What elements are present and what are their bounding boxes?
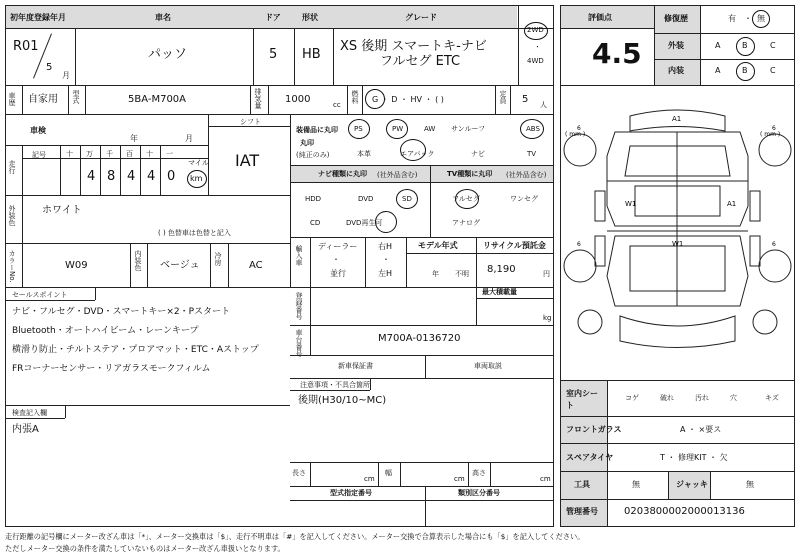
footer-line2: ただしメーター交換の条件を満たしていないものはメーター改ざん車扱いとなります。 [5, 544, 285, 553]
mark-label: 記号 [32, 151, 46, 159]
dvd-play-circle [375, 211, 397, 233]
jack-value: 無 [746, 480, 754, 489]
equip-item: エアバック [400, 150, 435, 158]
recycle-value: 8,190 [487, 264, 516, 275]
navi-dvd: DVD [358, 195, 374, 203]
width-unit: cm [454, 475, 465, 483]
fuel-label: 燃料 [351, 90, 359, 104]
int-a: A [715, 66, 721, 75]
door-count: 5 [269, 47, 278, 62]
reg-month-unit: 月 [62, 71, 70, 80]
w1-center-mark: W1 [672, 240, 684, 248]
mgmt-value: 0203800002000013136 [624, 506, 745, 517]
model-year-unit: 年 [432, 270, 439, 278]
import-dealer: ディーラー [318, 242, 358, 251]
navi-cd: CD [310, 219, 321, 227]
grade-label: グレード [405, 13, 437, 22]
reg-no-label: 登録番号 [295, 292, 303, 320]
interior-label: 内装 [668, 66, 684, 75]
sales-line: Bluetooth・オートハイビーム・レーンキープ [12, 326, 199, 336]
digit-place-label: 十 [66, 150, 73, 158]
import-label: 輸入車 [295, 245, 303, 266]
sales-line: 横滑り防止・チルトステア・プロアマット・ETC・Aストップ [12, 345, 259, 355]
inspection-month: 月 [185, 134, 193, 143]
navi-hdd: HDD [305, 195, 322, 203]
manual-label: 車両取説 [474, 362, 502, 370]
tire-br-mark: 6 [772, 241, 776, 248]
glass-label: フロントガラス [566, 425, 622, 434]
repair-label: 修復歴 [664, 14, 688, 23]
car-name-label: 車名 [155, 13, 171, 22]
tick-left-mark: ( mm ) [565, 131, 586, 138]
grade-line1: XS 後期 スマートキ-ナビ [340, 39, 487, 54]
score-value: 4.5 [592, 37, 642, 70]
disp-value: 1000 [285, 94, 311, 105]
mileage-digit: 4 [87, 169, 96, 184]
car-name: パッソ [148, 47, 188, 62]
capacity-label: 定員 [499, 90, 507, 104]
body-shape: HB [302, 47, 321, 62]
int-c: C [770, 66, 776, 75]
year-label: 初年度登録年月 [10, 13, 66, 22]
disp-unit: cc [333, 101, 341, 109]
length-unit: cm [364, 475, 375, 483]
equip-item: PS [354, 125, 363, 133]
ext-a: A [715, 41, 721, 50]
tv-fullseg: フルセグ [452, 195, 480, 203]
import-right: 右H [378, 242, 393, 251]
shift-value: IAT [235, 151, 260, 170]
model-year-unknown: 不明 [455, 270, 469, 278]
drive-4wd: 4WD [527, 57, 544, 65]
ac-value: AC [249, 260, 263, 271]
warranty-label: 新車保証書 [338, 362, 373, 370]
seat-label: 室内シート [566, 389, 598, 410]
type-spec-label: 型式指定番号 [330, 489, 372, 497]
height-unit: cm [540, 475, 551, 483]
repair-dot: ・ [744, 14, 752, 23]
drive-dot: ・ [534, 43, 541, 51]
tire-tl-mark: 6 [577, 125, 581, 132]
model-label: 型式 [72, 90, 80, 104]
sales-line: ナビ・フルセグ・DVD・スマートキー×2・Pスタート [12, 307, 231, 317]
door-label: ドア [265, 13, 281, 22]
sales-line: FRコーナーセンサー・リアガラスモークフィルム [12, 364, 211, 374]
inspect-value: 内張A [12, 424, 39, 435]
w1-left-mark: W1 [625, 200, 637, 208]
km-label: km [190, 174, 203, 183]
tool-value: 無 [632, 480, 640, 489]
mileage-digit: 0 [167, 169, 176, 184]
history-label: 車歴 [8, 92, 16, 106]
mgmt-label: 管理番号 [566, 507, 598, 516]
airbag-circle [400, 139, 426, 161]
tv-analog: アナログ [452, 219, 480, 227]
tire-tr-mark: 6 [772, 125, 776, 132]
mileage-label: 走行 [8, 160, 16, 174]
ps-circle [348, 119, 370, 139]
digit-place-label: 万 [86, 150, 93, 158]
equip-label: 装備品に丸印 [296, 126, 338, 134]
import-parallel: 並行 [330, 269, 346, 278]
equip-maru: 丸印 [300, 139, 314, 147]
inspection-label: 車検 [30, 126, 46, 135]
equip-item: PW [392, 125, 404, 133]
mileage-digit: 4 [127, 169, 136, 184]
tire-bl-mark: 6 [577, 241, 581, 248]
abs-circle [520, 119, 544, 139]
sd-circle [396, 189, 418, 209]
tool-label: 工具 [574, 480, 590, 489]
import-left: 左H [378, 269, 393, 278]
score-label: 評価点 [588, 13, 612, 22]
exterior-label: 外装 [668, 41, 684, 50]
tv-oneseg: ワンセグ [510, 195, 538, 203]
equip-item: ナビ [471, 150, 485, 158]
inspect-label: 検査記入欄 [12, 409, 47, 417]
footer-line1: 走行距離の記号欄にメーター改ざん車は「*」、メーター交換車は「$」、走行不明車は「#」を記入してください。メーター交換で合算表示した場合にも「$」を記入してください。 [5, 532, 585, 541]
digit-place-label: 十 [146, 150, 153, 158]
equip-item: サンルーフ [451, 125, 486, 133]
int-color-label: 内装色 [134, 250, 142, 271]
chassis-label: 車台番号 [295, 329, 303, 357]
equip-item: TV [527, 150, 537, 158]
import-dot: ・ [332, 255, 340, 264]
tv-sub: (社外品含む) [506, 171, 547, 179]
shape-label: 形状 [302, 13, 318, 22]
color-no-label: カラーNo. [8, 250, 16, 283]
spare-opts: T ・ 修理KIT ・ 欠 [660, 453, 728, 462]
seat-opt: コゲ [625, 394, 639, 402]
reg-year: R01 [13, 39, 39, 54]
sales-label: セールスポイント [12, 291, 68, 299]
equip-item: ABS [526, 125, 540, 133]
recycle-unit: 円 [543, 270, 550, 278]
ext-color-value: ホワイト [42, 205, 82, 216]
ext-b: B [742, 41, 748, 50]
mileage-digit: 8 [107, 169, 116, 184]
car-damage-diagram [560, 86, 795, 380]
navi-sd: SD [402, 195, 412, 203]
mile-label: マイル [188, 159, 209, 167]
color-no-value: W09 [65, 260, 88, 271]
navi-sub: (社外品含む) [377, 171, 418, 179]
chassis-value: M700A-0136720 [378, 333, 461, 344]
equip-item: AW [424, 125, 436, 133]
int-b: B [742, 66, 748, 75]
seat-opt: 破れ [660, 394, 674, 402]
jack-label: ジャッキ [676, 480, 708, 489]
model-year-label: モデル年式 [418, 241, 458, 250]
navi-label: ナビ種類に丸印 [318, 170, 367, 178]
repair-yes: 有 [728, 14, 736, 23]
length-label: 長さ [292, 469, 306, 477]
reg-month: 5 [46, 62, 53, 73]
a1-right-mark: A1 [727, 200, 737, 208]
ext-c: C [770, 41, 776, 50]
seat-opt: キズ [765, 394, 779, 402]
equip-item: 本革 [357, 150, 371, 158]
repair-no: 無 [757, 14, 765, 23]
tick-right-mark: ( mm ) [760, 131, 781, 138]
maxload-label: 最大積載量 [482, 288, 517, 296]
width-label: 幅 [385, 469, 392, 477]
ext-color-label: 外装色 [8, 205, 16, 226]
tv-label: TV種類に丸印 [447, 170, 493, 178]
ac-label: 冷房 [214, 252, 222, 266]
navi-dvd-play: DVD再生可 [346, 219, 383, 227]
notes-label: 注意事項・不具合箇所 [300, 381, 370, 389]
notes-value: 後期(H30/10~MC) [298, 395, 387, 406]
fullseg-circle [455, 189, 479, 209]
color-note: ( ) 色替車は色替と記入 [158, 229, 231, 237]
mileage-digit: 4 [147, 169, 156, 184]
disp-label: 排気量 [254, 88, 262, 109]
glass-opts: A ・ ×要ス [680, 425, 722, 434]
pw-circle [386, 119, 408, 139]
capacity-value: 5 [522, 94, 529, 105]
digit-place-label: 千 [106, 150, 113, 158]
int-color-value: ベージュ [160, 260, 200, 271]
equip-sub: (純正のみ) [296, 151, 330, 159]
inspection-year: 年 [130, 134, 138, 143]
class-label: 類別区分番号 [458, 489, 500, 497]
height-label: 高さ [472, 469, 486, 477]
maxload-unit: kg [543, 314, 552, 322]
seat-opt: 穴 [730, 394, 737, 402]
recycle-label: リサイクル預託金 [483, 241, 546, 250]
grade-line2: フルセグ ETC [380, 54, 461, 69]
seat-opt: 汚れ [695, 394, 709, 402]
drive-2wd: 2WD [527, 26, 544, 34]
use-type: 自家用 [28, 94, 58, 105]
model-value: 5BA-M700A [128, 94, 187, 105]
a1-top-mark: A1 [672, 115, 682, 123]
digit-place-label: 百 [126, 150, 133, 158]
capacity-unit: 人 [540, 101, 547, 109]
fuel-options: G ・ D ・ HV ・ ( ) [372, 95, 444, 104]
import-dot2: ・ [382, 255, 390, 264]
shift-label: シフト [240, 118, 261, 126]
spare-label: スペアタイヤ [566, 453, 614, 462]
digit-place-label: 一 [166, 150, 173, 158]
